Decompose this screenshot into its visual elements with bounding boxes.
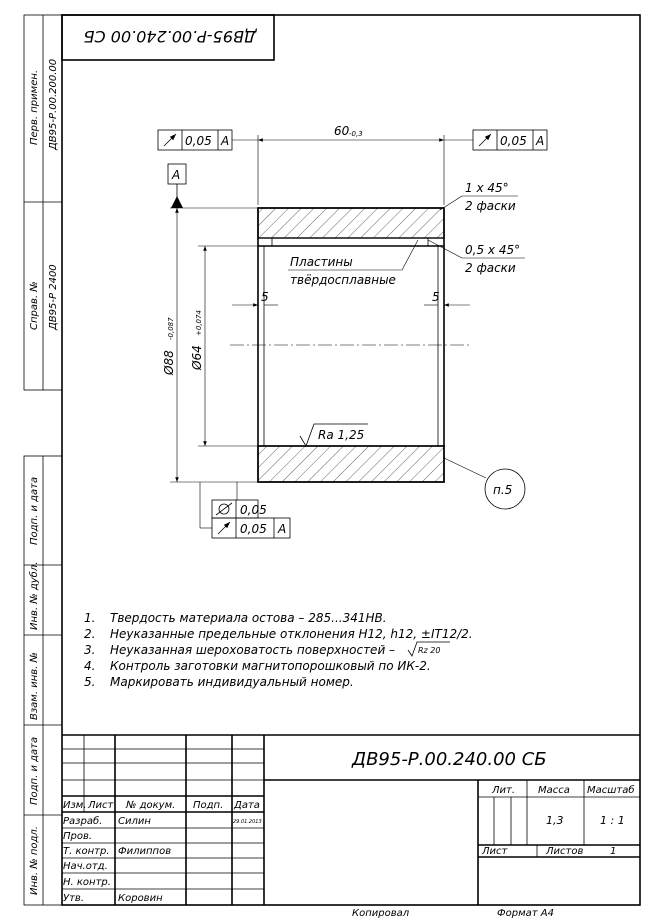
dim-outer: Ø88 — [162, 350, 176, 375]
tb-role-1: Разраб. — [63, 816, 103, 827]
rotated-stamp-text: ДВ95-Р.00.240.00 СБ — [83, 27, 257, 46]
tb-lit-label: Лит. — [492, 785, 516, 796]
dim-length-tol: -0,3 — [349, 130, 363, 138]
note-text-1: Твердость материала остова – 285...341HB. — [110, 611, 387, 625]
tb-sheet-label: Лист — [482, 846, 508, 857]
tb-scale: 1 : 1 — [600, 814, 625, 827]
tb-date-1: 29.01.2013 — [233, 819, 262, 825]
note-text-2: Неуказанные предельные отклонения H12, h12, ±IT12/2. — [110, 627, 473, 641]
note-num-2: 2. — [84, 627, 96, 641]
tol-top-right-base: A — [536, 134, 545, 148]
insert-label-2: твёрдосплавные — [290, 273, 396, 287]
margin-label-inv-podl: Инв. № подл. — [29, 826, 40, 895]
margin-label-podp-1: Подп. и дата — [29, 476, 40, 545]
dim-inner-tol: +0,074 — [195, 310, 203, 336]
tb-role-5: Н. контр. — [63, 877, 111, 888]
chamfer-inner: 0,5 x 45° — [465, 243, 521, 257]
note-text-4: Контроль заготовки магнитопорошковый по ИК-2. — [110, 659, 431, 673]
tb-scale-label: Масштаб — [587, 785, 635, 796]
datum-label: A — [172, 168, 181, 182]
tb-doc-number: ДВ95-Р.00.240.00 СБ — [352, 749, 547, 770]
chamfer-inner-count: 2 фаски — [465, 261, 516, 275]
insert-label-1: Пластины — [290, 255, 353, 269]
chamfer-outer: 1 x 45° — [465, 181, 509, 195]
dim-length: 60 — [334, 124, 350, 138]
margin-label-inv-dubl: Инв. № дубл. — [29, 561, 40, 630]
point-ref: п.5 — [493, 483, 513, 497]
tb-name-1: Силин — [118, 816, 151, 827]
tb-name-3: Филиппов — [118, 846, 172, 857]
tb-header-izm: Изм. — [63, 800, 87, 811]
note-num-1: 1. — [84, 611, 96, 625]
tb-header-list: Лист — [88, 800, 114, 811]
note-num-5: 5. — [84, 675, 96, 689]
tol-bottom-value: 0,05 — [240, 522, 267, 536]
title-block — [62, 735, 640, 905]
tb-sheets-label: Листов — [546, 846, 584, 857]
roughness-value: Ra 1,25 — [318, 428, 365, 442]
tol-cyl-value: 0,05 — [240, 503, 267, 517]
tol-bottom-base: A — [278, 522, 287, 536]
margin-label-podp-2: Подп. и дата — [29, 736, 40, 805]
tol-frame-top-right — [444, 130, 547, 150]
datum-triangle — [171, 196, 183, 208]
tb-header-podp: Подп. — [193, 800, 224, 811]
tb-role-4: Нач.отд. — [63, 861, 108, 872]
note-num-3: 3. — [84, 643, 96, 657]
tb-mass-label: Масса — [538, 785, 570, 796]
margin-value-sprav: ДВ95-Р 2400 — [48, 264, 59, 330]
dim-outer-tol: -0,087 — [167, 317, 175, 340]
margin-label-vzam: Взам. инв. № — [29, 652, 40, 720]
tol-frame-top-left — [158, 130, 258, 150]
margin-label-sprav: Справ. № — [29, 281, 40, 330]
note-text-5: Маркировать индивидуальный номер. — [110, 675, 354, 689]
note-rz: Rz 20 — [418, 646, 441, 655]
note-text-3: Неуказанная шероховатость поверхностей – — [110, 643, 396, 657]
tb-role-6: Утв. — [63, 893, 84, 904]
dim-wall-right: 5 — [432, 290, 440, 304]
tol-frame-cyl — [212, 500, 267, 518]
chamfer-outer-count: 2 фаски — [465, 199, 516, 213]
tol-top-left-base: A — [221, 134, 230, 148]
tb-mass: 1,3 — [546, 814, 564, 827]
tb-sheets: 1 — [610, 846, 617, 857]
tb-role-3: Т. контр. — [63, 846, 110, 857]
tol-top-left-value: 0,05 — [185, 134, 212, 148]
dim-inner: Ø64 — [190, 345, 204, 370]
tb-name-6: Коровин — [118, 893, 163, 904]
margin-label-perv: Перв. примен. — [29, 69, 40, 145]
footer-copied: Копировал — [352, 908, 410, 919]
tb-role-2: Пров. — [63, 831, 93, 842]
dim-wall-left: 5 — [261, 290, 269, 304]
note-num-4: 4. — [84, 659, 96, 673]
footer-format: Формат А4 — [497, 908, 554, 919]
notes — [84, 611, 473, 689]
tb-header-doc: № докум. — [126, 800, 176, 811]
tb-header-date: Дата — [234, 800, 260, 811]
margin-value-perv: ДВ95-Р.00.200.00 — [48, 58, 59, 150]
tol-top-right-value: 0,05 — [500, 134, 527, 148]
